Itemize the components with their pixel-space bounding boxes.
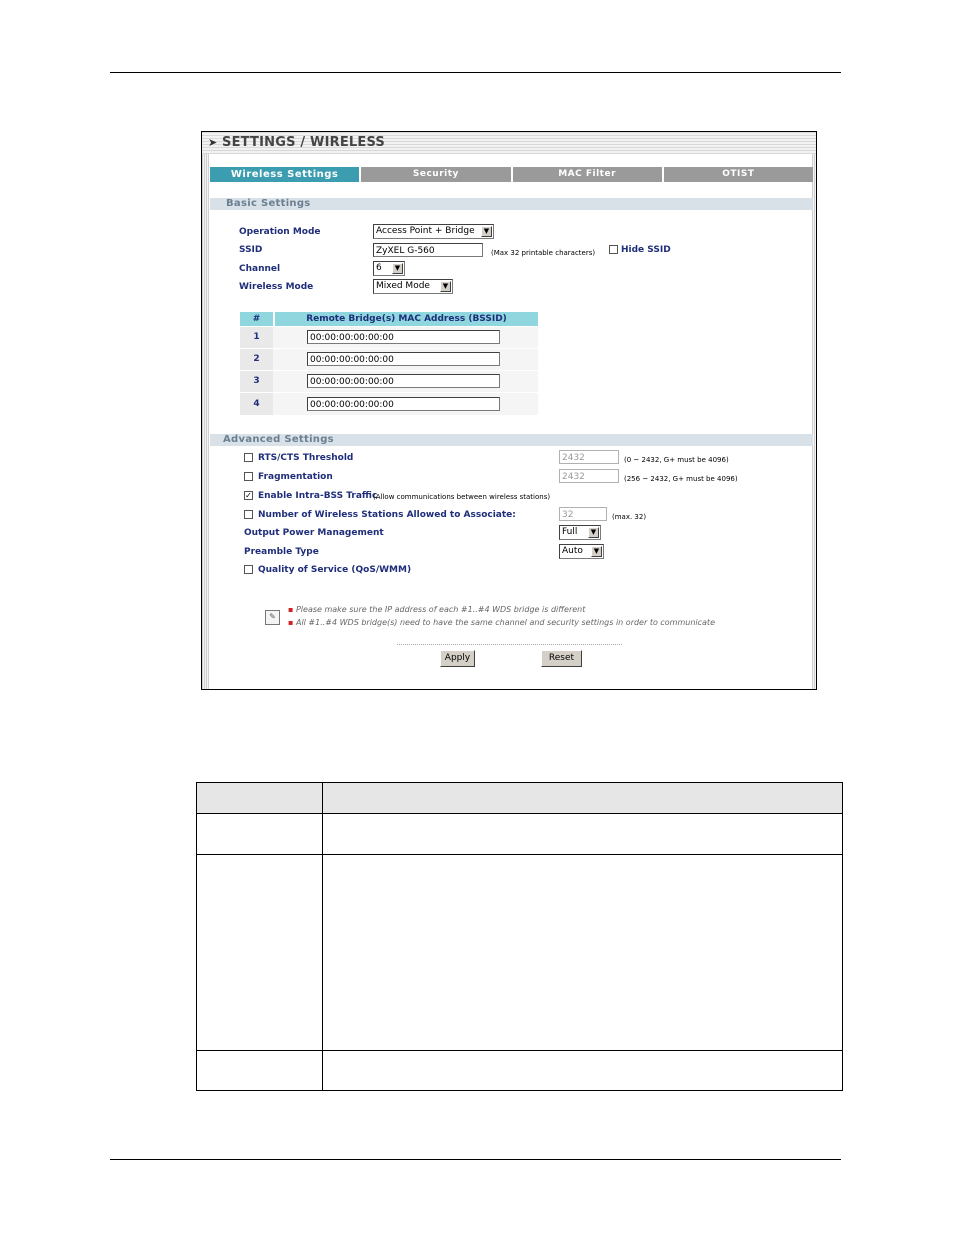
chevron-down-icon: ▼ [440, 281, 451, 292]
hide-ssid-label: Hide SSID [621, 245, 671, 255]
tab-security[interactable]: Security [361, 167, 510, 182]
fragmentation-note: (256 ~ 2432, G+ must be 4096) [624, 475, 738, 483]
table-row [240, 349, 538, 371]
ssid-input[interactable]: ZyXEL G-560 [373, 243, 483, 257]
channel-label: Channel [239, 264, 281, 274]
intra-bss-checkbox[interactable]: ✓ [245, 491, 252, 500]
preamble-type-label: Preamble Type [244, 547, 319, 557]
mac-address-input-3[interactable]: 00:00:00:00:00:00 [307, 374, 500, 388]
max-stations-label: Number of Wireless Stations Allowed to Associate: [258, 510, 516, 520]
preamble-type-value: Auto [562, 546, 583, 556]
channel-select[interactable] [373, 261, 405, 276]
mac-address-input-4[interactable]: 00:00:00:00:00:00 [307, 397, 500, 411]
col-num-header: # [240, 312, 275, 326]
row-number: 1 [240, 327, 273, 348]
chevron-down-icon: ▼ [481, 226, 492, 237]
description-table-column-divider [322, 783, 323, 1090]
advanced-settings-title: Advanced Settings [223, 434, 334, 445]
col-mac-header: Remote Bridge(s) MAC Address (BSSID) [306, 314, 507, 324]
screen-title: SETTINGS / WIRELESS [222, 135, 385, 150]
tab-bar [210, 167, 813, 182]
row-number: 2 [240, 349, 273, 370]
screen-title-bar [202, 132, 816, 154]
wireless-settings-screen [201, 131, 817, 690]
fragmentation-label: Fragmentation [258, 472, 333, 482]
ssid-note: (Max 32 printable characters) [491, 249, 596, 257]
advanced-settings-header [210, 434, 813, 446]
page-footer-rule [110, 1159, 841, 1160]
mac-address-input-2[interactable]: 00:00:00:00:00:00 [307, 352, 500, 366]
max-stations-checkbox[interactable] [244, 510, 253, 519]
operation-mode-label: Operation Mode [239, 227, 321, 237]
tab-wireless-settings[interactable]: Wireless Settings [210, 167, 359, 182]
right-border-stripe [812, 154, 816, 689]
qos-label: Quality of Service (QoS/WMM) [258, 565, 412, 575]
note-icon: ✎ [265, 610, 280, 625]
tab-otist[interactable]: OTIST [664, 167, 813, 182]
bullet-icon: ▪ [288, 605, 294, 614]
intra-bss-label: Enable Intra-BSS Traffic [258, 491, 378, 501]
operation-mode-value: Access Point + Bridge [376, 226, 475, 236]
max-stations-note: (max. 32) [612, 513, 647, 521]
preamble-type-select[interactable] [559, 544, 604, 559]
title-arrow-icon: ➤ [208, 136, 218, 149]
description-table-row-divider [197, 854, 842, 855]
hint-text-2: All #1..#4 WDS bridge(s) need to have the same channel and security settings in order to communicate [295, 618, 715, 627]
remote-bridge-table-header [240, 312, 538, 326]
hide-ssid-checkbox[interactable] [609, 245, 618, 254]
qos-checkbox[interactable] [244, 565, 253, 574]
mac-address-input-1[interactable]: 00:00:00:00:00:00 [307, 330, 500, 344]
description-table-header [197, 783, 842, 814]
channel-value: 6 [376, 263, 382, 273]
tab-mac-filter[interactable]: MAC Filter [513, 167, 662, 182]
row-number: 4 [240, 393, 273, 415]
reset-button[interactable]: Reset [541, 650, 582, 667]
intra-bss-note: (Allow communications between wireless stations) [373, 493, 551, 501]
ssid-label: SSID [239, 245, 263, 255]
table-row [240, 327, 538, 349]
operation-mode-select[interactable] [373, 224, 494, 239]
output-power-value: Full [562, 527, 578, 537]
rts-cts-checkbox[interactable] [244, 453, 253, 462]
row-number: 3 [240, 371, 273, 392]
left-border-stripe [202, 154, 209, 689]
page-header-rule [110, 72, 841, 73]
table-row [240, 371, 538, 393]
wireless-mode-value: Mixed Mode [376, 281, 430, 291]
rts-cts-note: (0 ~ 2432, G+ must be 4096) [624, 456, 729, 464]
rts-cts-input[interactable]: 2432 [559, 450, 619, 464]
rts-cts-label: RTS/CTS Threshold [258, 453, 354, 463]
apply-button[interactable]: Apply [440, 650, 475, 667]
basic-settings-header [210, 198, 813, 210]
basic-settings-title: Basic Settings [226, 198, 311, 209]
table-row [240, 393, 538, 416]
max-stations-input[interactable]: 32 [559, 507, 607, 521]
hint-text-1: Please make sure the IP address of each #1..#4 WDS bridge is different [295, 605, 586, 614]
chevron-down-icon: ▼ [588, 527, 599, 538]
wireless-mode-select[interactable] [373, 279, 453, 294]
wireless-mode-label: Wireless Mode [239, 282, 314, 292]
bullet-icon: ▪ [288, 618, 294, 627]
fragmentation-input[interactable]: 2432 [559, 469, 619, 483]
output-power-select[interactable] [559, 525, 601, 540]
hint-line-1 [288, 605, 585, 614]
hint-line-2 [288, 618, 715, 627]
button-divider [397, 644, 622, 645]
chevron-down-icon: ▼ [392, 263, 403, 274]
fragmentation-checkbox[interactable] [244, 472, 253, 481]
output-power-label: Output Power Management [244, 528, 384, 538]
chevron-down-icon: ▼ [591, 546, 602, 557]
description-table-row-divider [197, 1050, 842, 1051]
field-description-table [196, 782, 843, 1091]
